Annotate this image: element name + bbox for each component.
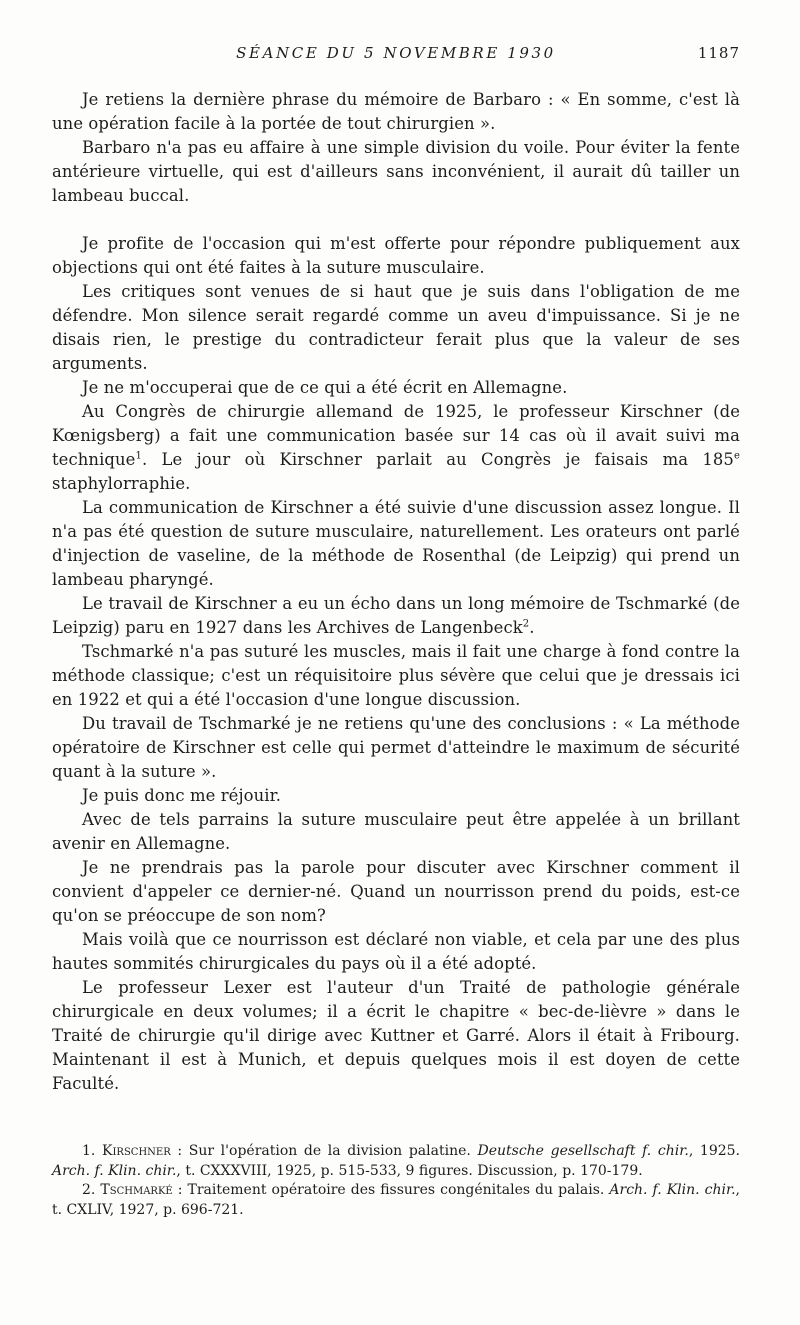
paragraph: La communication de Kirschner a été suivie d'une discussion assez longue. Il n'a pas été question de suture musculaire, naturellement. Les orateurs ont parlé d'injection de vaseline, de la méthode de Rosenthal (de Leipzig) qui prend un lambeau pharyngé. [52,498,740,589]
footnote-text: , 1925. [688,1143,740,1159]
footnote-number: 1. [82,1143,96,1159]
footnotes [52,1142,740,1220]
paragraph-text: Au Congrès de chirurgie allemand de 1925, le professeur Kirschner (de Kœnigsberg) a fait une communication basée sur 14 cas où il avait suivi ma technique [52,402,740,469]
main-text [52,88,740,1096]
footnote-journal: Arch. f. Klin. chir. [609,1182,736,1199]
paragraph-text: staphylorraphie. [52,474,191,493]
footnote-journal: Arch. f. Klin. chir. [52,1162,177,1179]
paragraph: Je retiens la dernière phrase du mémoire de Barbaro : « En somme, c'est là une opération facile à la portée de tout chirurgien ». [52,90,740,133]
paragraph: Le professeur Lexer est l'auteur d'un Traité de pathologie générale chirurgicale en deux volumes; il a écrit le chapitre « bec-de-lièvre » dans le Traité de chirurgie qu'il dirige avec Kuttner et Garré. Alors il était à Fribourg. Maintenant il est à Munich, et depuis quelques mois il est doyen de cette Faculté. [52,978,740,1093]
paragraph [52,400,740,496]
paragraph-text: . [529,618,535,637]
paragraph: Je ne m'occuperai que de ce qui a été écrit en Allemagne. [82,378,568,397]
paragraph: Tschmarké n'a pas suturé les muscles, mais il fait une charge à fond contre la méthode classique; c'est un réquisitoire plus sévère que celui que je dressais ici en 1922 et qui a été l'occasion d'une longue discussion. [52,642,740,709]
ordinal-suffix: e [733,450,740,462]
paragraph-text: Le travail de Kirschner a eu un écho dans un long mémoire de Tschmarké (de Leipzig) paru en 1927 dans les Archives de Langenbeck [52,594,740,637]
footnote-number: 2. [82,1182,96,1199]
footnote-ref: 1 [135,450,142,462]
paragraph-text: . Le jour où Kirschner parlait au Congrès je faisais ma 185 [141,450,734,469]
paragraph [52,592,740,640]
paragraph: Je ne prendrais pas la parole pour discuter avec Kirschner comment il convient d'appeler ce dernier-né. Quand un nourrisson prend du poids, est-ce qu'on se préoccupe de son nom? [52,858,740,925]
footnote-text: , t. CXLIV, 1927, p. 696-721. [52,1182,740,1218]
paragraph: Les critiques sont venues de si haut que je suis dans l'obligation de me défendre. Mon silence serait regardé comme un aveu d'impuissance. Si je ne disais rien, le prestige du contradicteur ferait plus que la valeur de ses arguments. [52,282,740,373]
footnote-text: , t. CXXXVIII, 1925, p. 515-533, 9 figures. Discussion, p. 170-179. [176,1162,643,1179]
footnote-author: Kirschner [102,1143,171,1159]
running-title: SÉANCE DU 5 NOVEMBRE 1930 [236,44,556,62]
footnote-ref: 2 [522,618,530,630]
paragraph: Du travail de Tschmarké je ne retiens qu'une des conclusions : « La méthode opératoire de Kirschner est celle qui permet d'atteindre le maximum de sécurité quant à la suture ». [52,714,740,781]
paragraph: Avec de tels parrains la suture musculaire peut être appelée à un brillant avenir en Allemagne. [52,810,740,853]
footnote [52,1142,740,1181]
footnote-journal: Deutsche gesellschaft f. chir. [477,1143,689,1159]
footnote-text: : Traitement opératoire des fissures congénitales du palais. [172,1182,610,1199]
paragraph: Je profite de l'occasion qui m'est offerte pour répondre publiquement aux objections qui ont été faites à la suture musculaire. [52,234,740,277]
footnote [52,1181,740,1220]
footnote-text: : Sur l'opération de la division palatine. [170,1143,478,1159]
page-number: 1187 [697,44,740,62]
footnote-author: Tschmarké [100,1182,173,1199]
running-header [52,44,740,68]
paragraph: Je puis donc me réjouir. [82,786,282,805]
paragraph: Mais voilà que ce nourrisson est déclaré non viable, et cela par une des plus hautes sommités chirurgicales du pays où il a été adopté. [52,930,740,973]
paragraph: Barbaro n'a pas eu affaire à une simple division du voile. Pour éviter la fente antérieure virtuelle, qui est d'ailleurs sans inconvénient, il aurait dû tailler un lambeau buccal. [52,138,740,205]
